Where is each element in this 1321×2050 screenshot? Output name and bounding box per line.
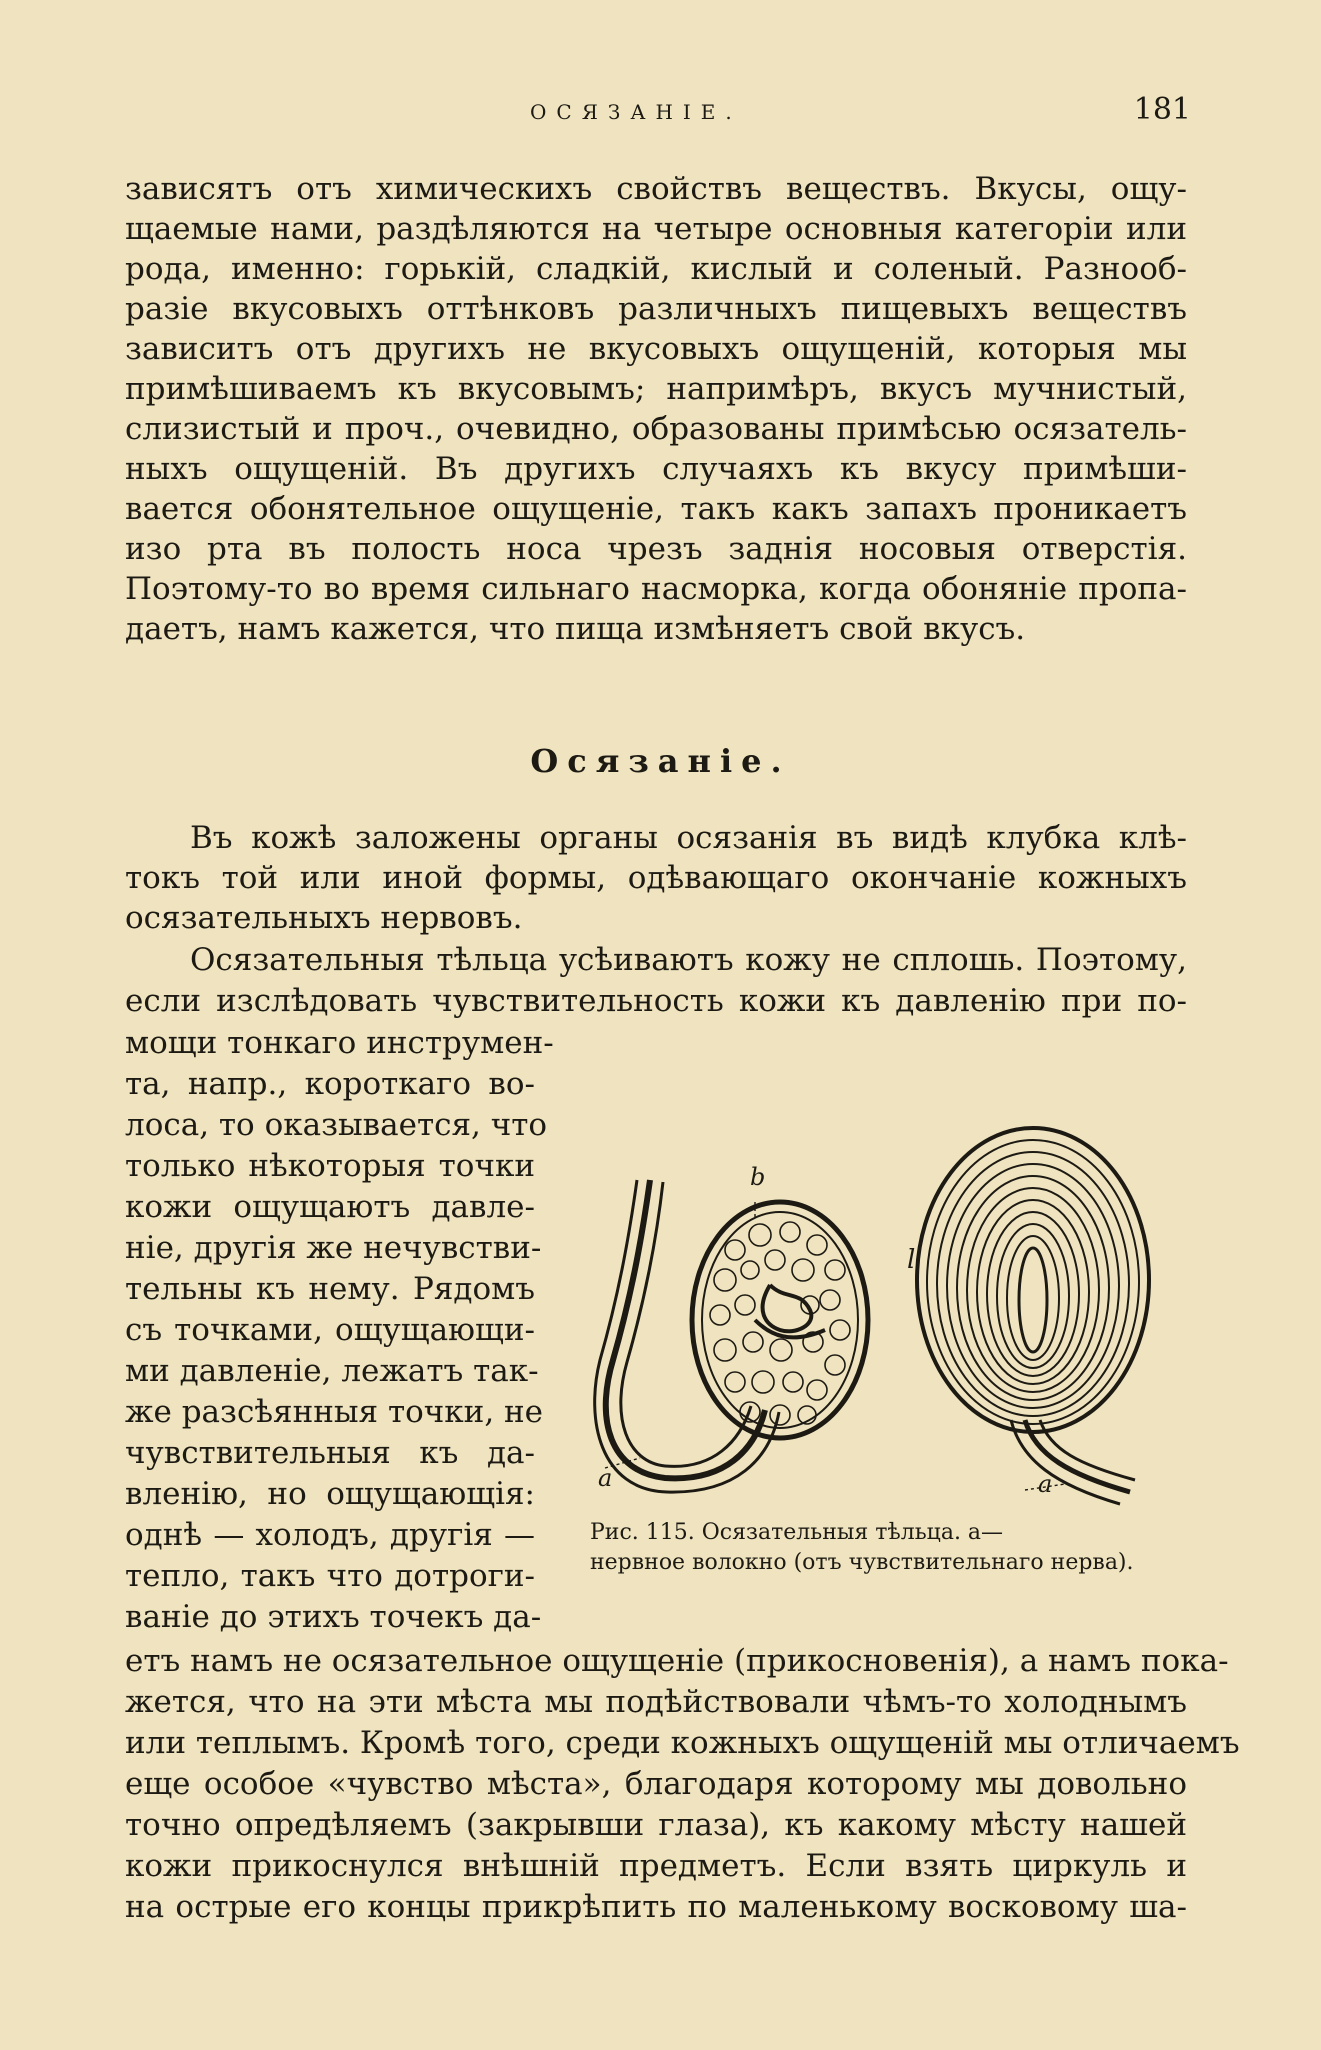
text-line: съ точками, ощущающи- xyxy=(125,1312,535,1348)
text-line: чувствительныя къ да- xyxy=(125,1435,535,1471)
text-line: же разсѣянныя точки, не xyxy=(125,1394,544,1430)
text-line: жется, что на эти мѣста мы подѣйствовали чѣмъ-то холоднымъ xyxy=(125,1684,1187,1720)
figure-caption: нервное волокно (отъ чувствительнаго нерва). xyxy=(590,1550,1134,1575)
section-heading: Осязаніе. xyxy=(530,742,791,780)
text-line: на острые его концы прикрѣпить по маленькому восковому ша- xyxy=(125,1889,1187,1925)
text-line: изо рта въ полость носа чрезъ заднія носовыя отверстія. xyxy=(125,531,1187,567)
text-line: тельны къ нему. Рядомъ xyxy=(125,1271,535,1307)
text-line: слизистый и проч., очевидно, образованы примѣсью осязатель- xyxy=(125,411,1187,447)
page-number: 181 xyxy=(1133,92,1191,127)
text-line: ми давленіе, лежатъ так- xyxy=(125,1353,539,1389)
running-header: ОСЯЗАНІЕ. xyxy=(530,100,742,124)
text-line: точно опредѣляемъ (закрывши глаза), къ какому мѣсту нашей xyxy=(125,1807,1187,1843)
text-line: или теплымъ. Кромѣ того, среди кожныхъ ощущеній мы отличаемъ xyxy=(125,1725,1240,1761)
text-line: даетъ, намъ кажется, что пища измѣняетъ свой вкусъ. xyxy=(125,611,1026,647)
text-line: Въ кожѣ заложены органы осязанія въ видѣ клубка клѣ- xyxy=(190,820,1187,856)
text-line: рода, именно: горькій, сладкій, кислый и соленый. Разнооб- xyxy=(125,251,1187,287)
text-line: вленію, но ощущающія: xyxy=(125,1476,535,1512)
text-line: кожи прикоснулся внѣшній предметъ. Если взять циркуль и xyxy=(125,1848,1187,1884)
figure-label-l: l xyxy=(907,1245,916,1275)
text-line: кожи ощущаютъ давле- xyxy=(125,1189,535,1225)
text-line: мощи тонкаго инструмен- xyxy=(125,1025,554,1061)
text-line: тепло, такъ что дотроги- xyxy=(125,1558,535,1594)
text-line: етъ намъ не осязательное ощущеніе (прикосновенія), а намъ пока- xyxy=(125,1643,1229,1679)
text-line: осязательныхъ нервовъ. xyxy=(125,900,523,936)
text-line: Поэтому-то во время сильнаго насморка, когда обоняніе пропа- xyxy=(125,571,1187,607)
text-line: зависитъ отъ другихъ не вкусовыхъ ощущеній, которыя мы xyxy=(125,331,1187,367)
text-line: токъ той или иной формы, одѣвающаго окончаніе кожныхъ xyxy=(125,860,1187,896)
text-line: Осязательныя тѣльца усѣиваютъ кожу не сплошь. Поэтому, xyxy=(190,942,1187,978)
figure-label-a-left: a xyxy=(598,1464,613,1492)
text-line: ваніе до этихъ точекъ да- xyxy=(125,1599,542,1635)
figure-label-a-right: a xyxy=(1038,1470,1053,1498)
text-line: примѣшиваемъ къ вкусовымъ; напримѣръ, вкусъ мучнистый, xyxy=(125,371,1187,407)
text-line: ніе, другія же нечувстви- xyxy=(125,1230,542,1266)
text-line: щаемые нами, раздѣляются на четыре основныя категоріи или xyxy=(125,211,1187,247)
figure-caption: Рис. 115. Осязательныя тѣльца. а— xyxy=(590,1520,1004,1545)
text-line: зависятъ отъ химическихъ свойствъ веществъ. Вкусы, ощу- xyxy=(125,171,1187,207)
text-line: разіе вкусовыхъ оттѣнковъ различныхъ пищевыхъ веществъ xyxy=(125,291,1187,327)
text-line: если изслѣдовать чувствительность кожи къ давленію при по- xyxy=(125,983,1187,1019)
text-line: вается обонятельное ощущеніе, такъ какъ запахъ проникаетъ xyxy=(125,491,1187,527)
text-line: однѣ — холодъ, другія — xyxy=(125,1517,535,1553)
tactile-corpuscles-illustration xyxy=(585,1120,1165,1510)
figure-label-b: b xyxy=(750,1163,766,1191)
text-line: только нѣкоторыя точки xyxy=(125,1148,535,1184)
text-line: та, напр., короткаго во- xyxy=(125,1066,535,1102)
text-line: ныхъ ощущеній. Въ другихъ случаяхъ къ вкусу примѣши- xyxy=(125,451,1187,487)
text-line: лоса, то оказывается, что xyxy=(125,1107,548,1143)
text-line: еще особое «чувство мѣста», благодаря которому мы довольно xyxy=(125,1766,1187,1802)
